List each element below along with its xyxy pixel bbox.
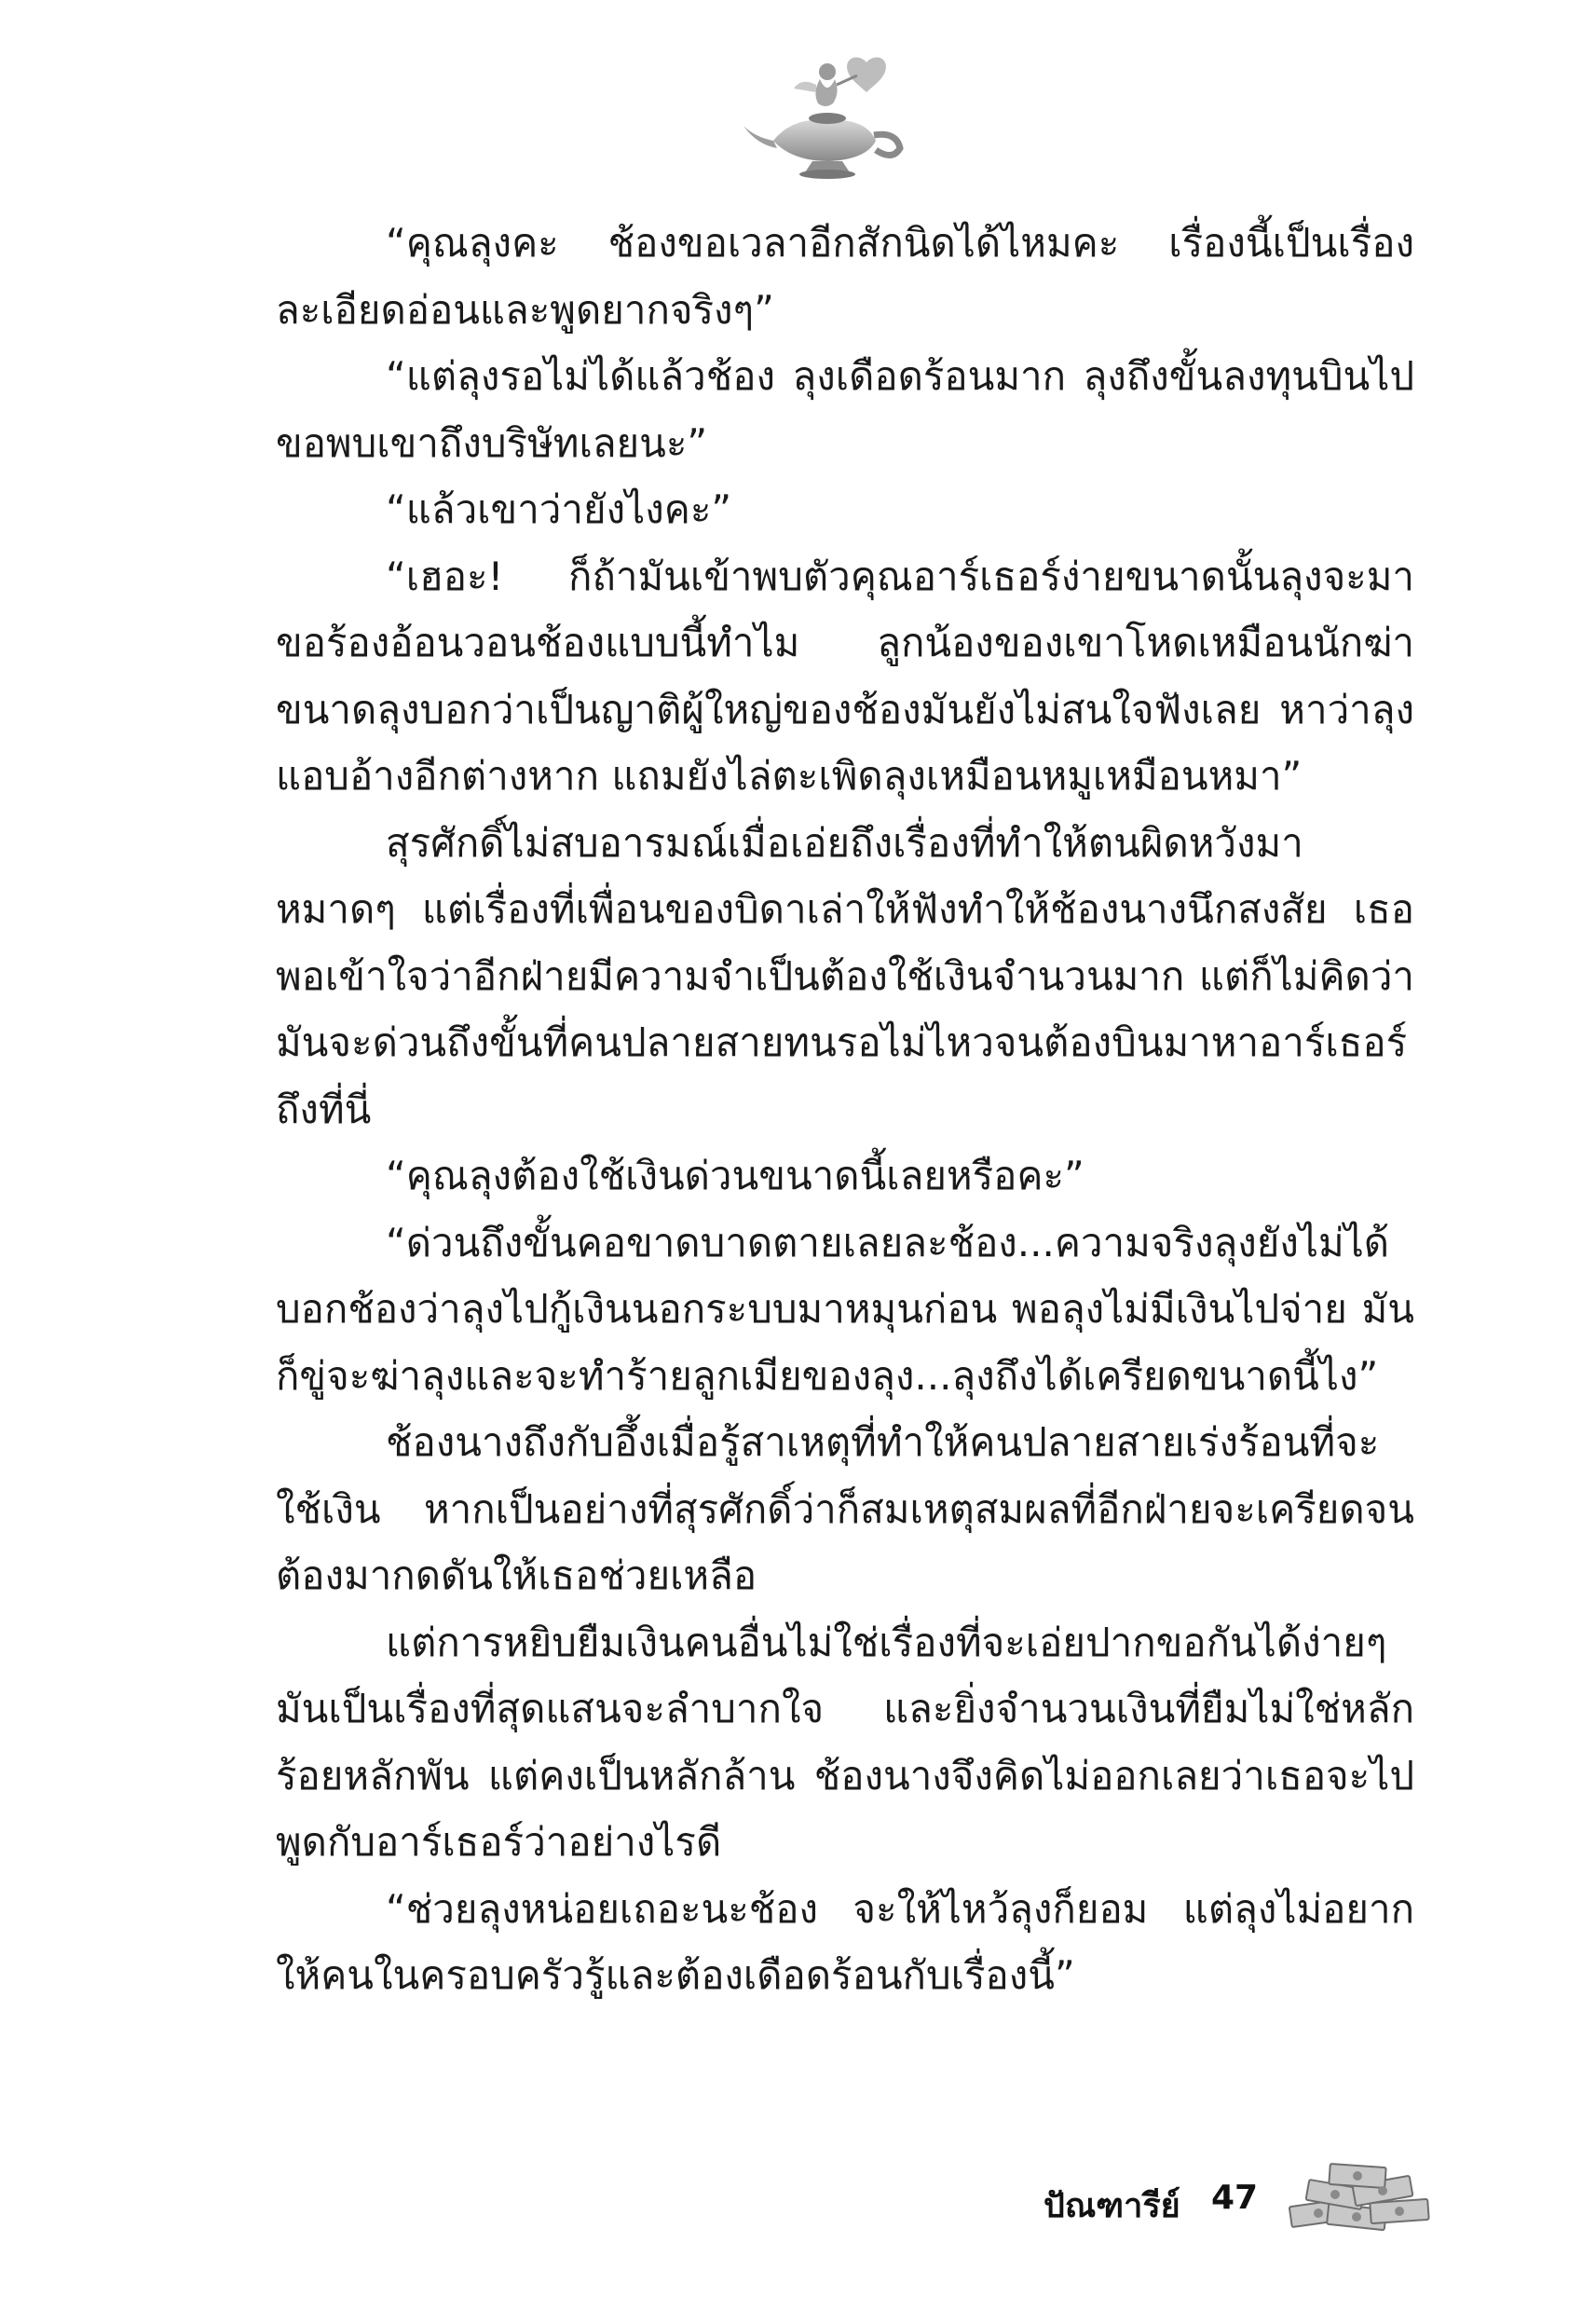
author-name: ปัณฑารีย์ (1044, 2187, 1180, 2225)
paragraph: สุรศักดิ์ไม่สบอารมณ์เมื่อเอ่ยถึงเรื่องที่ทำให้ตนผิดหวังมาหมาดๆ แต่เรื่องที่เพื่อนของบิดาเล่าให้ฟังทำให้ช้องนางนึกสงสัย เธอพอเข้าใจว่าอีกฝ่ายมีความจำเป็นต้องใช้เงินจำนวนมาก แต่ก็ไม่คิดว่ามันจะด่วนถึงขั้นที่คนปลายสายทนรอไม่ไหวจนต้องบินมาหาอาร์เธอร์ถึงที่นี่ (276, 819, 1414, 1132)
genie-lamp-icon (736, 51, 913, 182)
paragraph: “คุณลุงต้องใช้เงินด่วนขนาดนี้เลยหรือคะ” (386, 1153, 1084, 1198)
paragraph: ช้องนางถึงกับอึ้งเมื่อรู้สาเหตุที่ทำให้คนปลายสายเร่งร้อนที่จะใช้เงิน หากเป็นอย่างที่สุรศักดิ์ว่าก็สมเหตุสมผลที่อีกฝ่ายจะเครียดจนต้องมากดดันให้เธอช่วยเหลือ (276, 1419, 1414, 1598)
money-stack-icon (1281, 2162, 1439, 2236)
paragraph: “ด่วนถึงขั้นคอขาดบาดตายเลยละช้อง...ความจริงลุงยังไม่ได้บอกช้องว่าลุงไปกู้เงินนอกระบบมาหมุนก่อน พอลุงไม่มีเงินไปจ่าย มันก็ขู่จะฆ่าลุงและจะทำร้ายลูกเมียของลุง...ลุงถึงได้เครียดขนาดนี้ไง” (276, 1219, 1414, 1399)
paragraph: “คุณลุงคะ ช้องขอเวลาอีกสักนิดได้ไหมคะ เรื่องนี้เป็นเรื่องละเอียดอ่อนและพูดยากจริงๆ” (276, 220, 1414, 333)
paragraph: แต่การหยิบยืมเงินคนอื่นไม่ใช่เรื่องที่จะเอ่ยปากขอกันได้ง่ายๆ มันเป็นเรื่องที่สุดแสนจะลำบากใจ และยิ่งจำนวนเงินที่ยืมไม่ใช่หลักร้อยหลักพัน แต่คงเป็นหลักล้าน ช้องนางจึงคิดไม่ออกเลยว่าเธอจะไปพูดกับอาร์เธอร์ว่าอย่างไรดี (276, 1619, 1414, 1865)
paragraph: “แล้วเขาว่ายังไงคะ” (386, 486, 732, 532)
paragraph: “แต่ลุงรอไม่ได้แล้วช้อง ลุงเดือดร้อนมาก ลุงถึงขั้นลงทุนบินไปขอพบเขาถึงบริษัทเลยนะ” (276, 353, 1414, 466)
paragraph: “เฮอะ! ก็ถ้ามันเข้าพบตัวคุณอาร์เธอร์ง่ายขนาดนั้นลุงจะมาขอร้องอ้อนวอนช้องแบบนี้ทำไม ลูกน้องของเขาโหดเหมือนนักฆ่า ขนาดลุงบอกว่าเป็นญาติผู้ใหญ่ของช้องมันยังไม่สนใจฟังเลย หาว่าลุงแอบอ้างอีกต่างหาก แถมยังไล่ตะเพิดลุงเหมือนหมูเหมือนหมา” (276, 553, 1414, 799)
page-footer (0, 2143, 1596, 2255)
paragraph: “ช่วยลุงหน่อยเถอะนะช้อง จะให้ไหว้ลุงก็ยอม แต่ลุงไม่อยากให้คนในครอบครัวรู้และต้องเดือดร้อนกับเรื่องนี้” (276, 1885, 1414, 1998)
chapter-body (276, 210, 1414, 2009)
page-number: 47 (1211, 2179, 1259, 2217)
